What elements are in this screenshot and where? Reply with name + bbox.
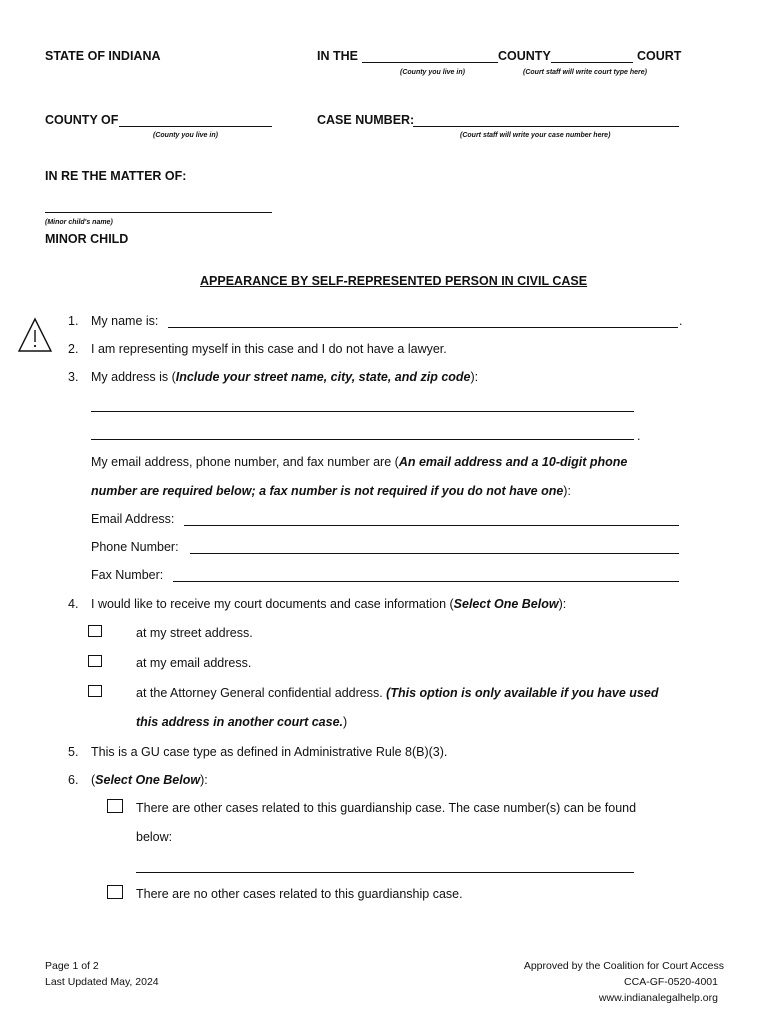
case-number-label: CASE NUMBER: — [317, 113, 415, 127]
state-label: STATE OF INDIANA — [45, 49, 161, 63]
contact-instructions-1: My email address, phone number, and fax number are (An email address and a 10-digit phone — [91, 455, 628, 469]
name-line[interactable] — [168, 327, 678, 328]
checkbox-other-cases[interactable] — [107, 799, 123, 813]
item-1-text: My name is: — [91, 314, 159, 328]
option-no-other-cases: There are no other cases related to this guardianship case. — [136, 887, 463, 901]
hint-case-number: (Court staff will write your case number here) — [460, 132, 611, 139]
option-other-cases-cont: below: — [136, 830, 173, 844]
phone-line[interactable] — [190, 553, 679, 554]
item-6-number: 6. — [68, 773, 79, 787]
warning-icon — [17, 317, 53, 353]
county-of-label: COUNTY OF — [45, 113, 119, 127]
hint-county-live-2: (County you live in) — [153, 132, 218, 139]
in-re-label: IN RE THE MATTER OF: — [45, 169, 187, 183]
checkbox-ag-address[interactable] — [88, 685, 102, 697]
item-1-number: 1. — [68, 314, 79, 328]
child-name-line[interactable] — [45, 212, 272, 213]
related-case-numbers-line[interactable] — [136, 872, 634, 873]
checkbox-no-other-cases[interactable] — [107, 885, 123, 899]
phone-label: Phone Number: — [91, 540, 179, 554]
item-3-text: My address is (Include your street name, city, state, and zip code): — [91, 370, 479, 384]
checkbox-street-address[interactable] — [88, 625, 102, 637]
item-6-text: (Select One Below): — [91, 773, 208, 787]
item-2-number: 2. — [68, 342, 79, 356]
case-number-line[interactable] — [413, 126, 679, 127]
footer-last-updated: Last Updated May, 2024 — [45, 976, 159, 988]
fax-line[interactable] — [173, 581, 679, 582]
option-other-cases: There are other cases related to this guardianship case. The case number(s) can be found — [136, 801, 637, 815]
address-period: . — [637, 429, 641, 443]
item-4-number: 4. — [68, 597, 79, 611]
address-line-2[interactable] — [91, 439, 634, 440]
form-title: APPEARANCE BY SELF-REPRESENTED PERSON IN CIVIL CASE — [200, 274, 588, 288]
footer-form-id: CCA-GF-0520-4001 — [624, 976, 718, 988]
option-email-address: at my email address. — [136, 656, 252, 670]
item-5-text: This is a GU case type as defined in Administrative Rule 8(B)(3). — [91, 745, 448, 759]
fax-label: Fax Number: — [91, 568, 164, 582]
footer-website[interactable]: www.indianalegalhelp.org — [598, 992, 718, 1004]
option-ag-address-cont: this address in another court case.) — [136, 715, 348, 729]
option-ag-address: at the Attorney General confidential address. (This option is only available if you have used — [136, 686, 659, 700]
address-line-1[interactable] — [91, 411, 634, 412]
checkbox-email-address[interactable] — [88, 655, 102, 667]
item-2-text: I am representing myself in this case and I do not have a lawyer. — [91, 342, 447, 356]
email-line[interactable] — [184, 525, 679, 526]
email-label: Email Address: — [91, 512, 175, 526]
option-street-address: at my street address. — [136, 626, 253, 640]
hint-court-type: (Court staff will write court type here) — [523, 69, 647, 76]
contact-instructions-2: number are required below; a fax number is not required if you do not have one): — [91, 484, 571, 498]
in-the-label: IN THE — [317, 49, 358, 63]
item-1-period: . — [679, 314, 683, 328]
hint-child-name: (Minor child's name) — [45, 219, 113, 226]
item-4-text: I would like to receive my court documents and case information (Select One Below): — [91, 597, 567, 611]
county-of-line[interactable] — [119, 126, 272, 127]
footer-page-number: Page 1 of 2 — [45, 960, 99, 972]
court-county-line[interactable] — [362, 62, 498, 63]
footer-approved-by: Approved by the Coalition for Court Access — [523, 960, 724, 972]
item-5-number: 5. — [68, 745, 79, 759]
item-3-number: 3. — [68, 370, 79, 384]
minor-child-label: MINOR CHILD — [45, 232, 129, 246]
court-type-line[interactable] — [551, 62, 633, 63]
hint-county-live: (County you live in) — [400, 69, 465, 76]
county-word: COUNTY — [498, 49, 551, 63]
court-word: COURT — [637, 49, 682, 63]
